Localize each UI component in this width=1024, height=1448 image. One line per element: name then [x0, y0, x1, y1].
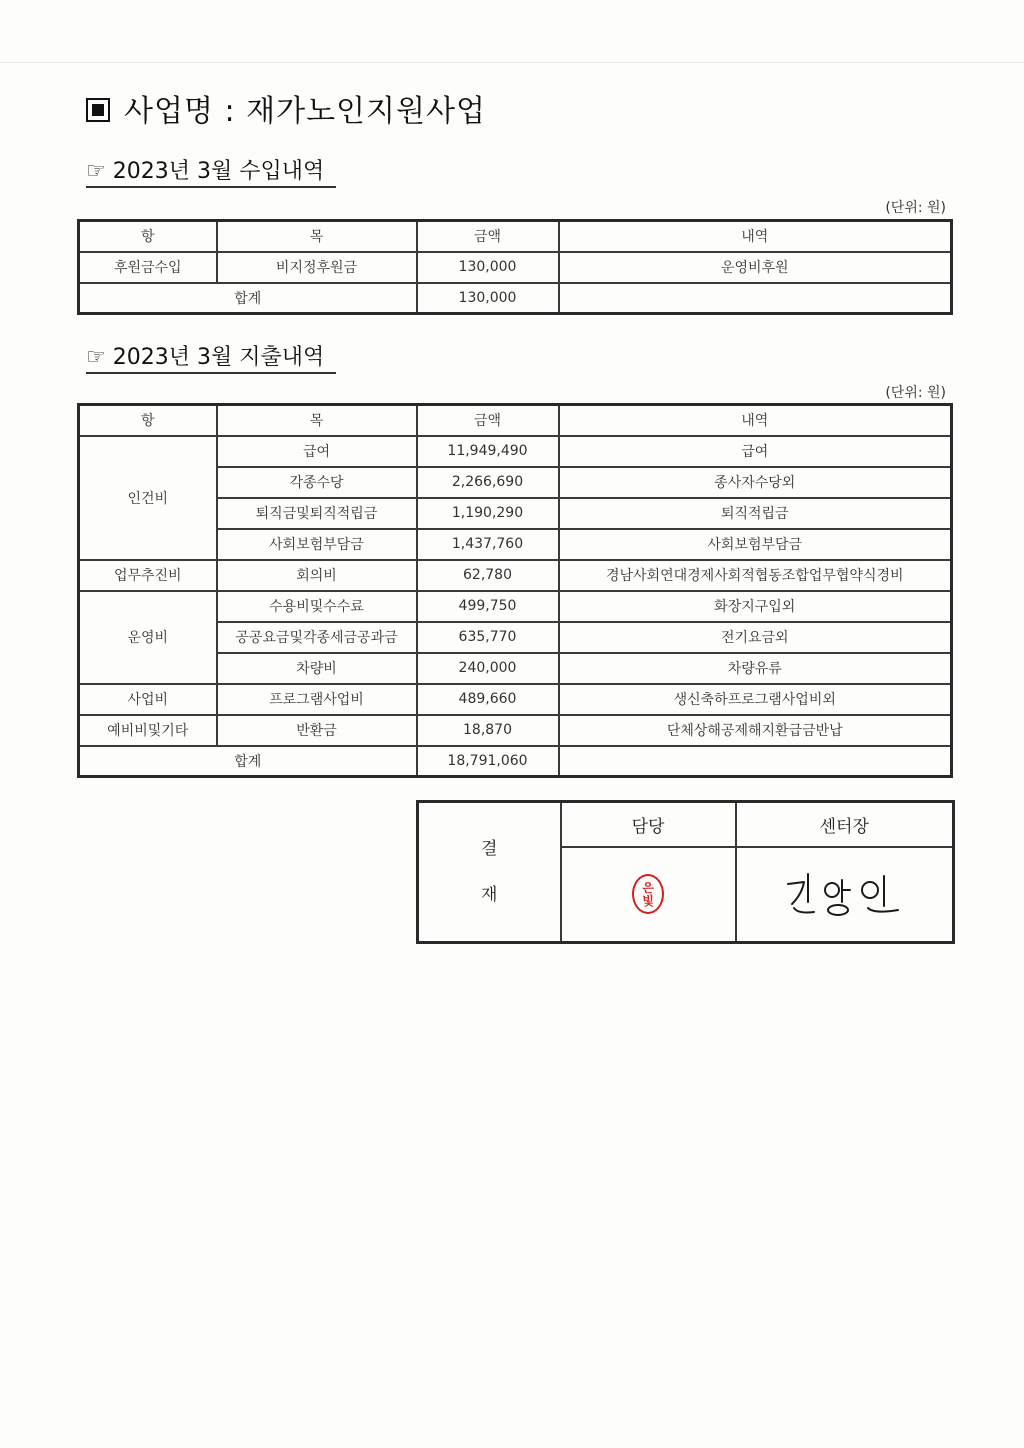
cell-hang: 예비비및기타 — [79, 715, 217, 746]
cell-amount: 18,870 — [417, 715, 559, 746]
cell-hang: 운영비 — [79, 591, 217, 684]
cell-detail: 사회보험부담금 — [559, 529, 952, 560]
header-amount: 금액 — [417, 405, 559, 436]
total-detail — [559, 283, 952, 314]
cell-mok: 회의비 — [217, 560, 417, 591]
income-heading: ☞ 2023년 3월 수입내역 — [86, 158, 336, 188]
approval-col-director: 센터장 — [736, 802, 954, 847]
cell-detail: 생신축하프로그램사업비외 — [559, 684, 952, 715]
expense-total-row — [79, 746, 952, 777]
table-row — [79, 252, 952, 283]
cell-detail: 전기요금외 — [559, 622, 952, 653]
expense-table — [77, 403, 953, 778]
cell-hang: 업무추진비 — [79, 560, 217, 591]
cell-detail: 경남사회연대경제사회적협동조합업무협약식경비 — [559, 560, 952, 591]
table-row — [79, 591, 952, 622]
cell-amount: 130,000 — [417, 252, 559, 283]
header-detail: 내역 — [559, 221, 952, 252]
approval-box — [416, 800, 955, 944]
cell-hang: 인건비 — [79, 436, 217, 560]
header-mok: 목 — [217, 405, 417, 436]
cell-mok: 급여 — [217, 436, 417, 467]
header-hang: 항 — [79, 221, 217, 252]
expense-heading: ☞ 2023년 3월 지출내역 — [86, 344, 336, 374]
table-row — [79, 684, 952, 715]
approval-header-row — [418, 802, 954, 847]
table-row — [79, 715, 952, 746]
approval-label-bottom: 재 — [481, 885, 498, 905]
cell-mok: 프로그램사업비 — [217, 684, 417, 715]
cell-mok: 차량비 — [217, 653, 417, 684]
cell-mok: 비지정후원금 — [217, 252, 417, 283]
cell-amount: 1,190,290 — [417, 498, 559, 529]
approval-label-top: 결 — [481, 839, 498, 859]
cell-amount: 489,660 — [417, 684, 559, 715]
expense-unit: (단위: 원) — [885, 385, 946, 401]
cell-detail: 차량유류 — [559, 653, 952, 684]
cell-mok: 퇴직금및퇴직적립금 — [217, 498, 417, 529]
approval-label — [418, 802, 561, 943]
page-title-text: 사업명 : 재가노인지원사업 — [124, 94, 486, 129]
seal-stamp: 은 빛 — [632, 874, 664, 914]
cell-amount: 1,437,760 — [417, 529, 559, 560]
cell-detail: 급여 — [559, 436, 952, 467]
table-row — [79, 436, 952, 467]
expense-header-row — [79, 405, 952, 436]
income-total-row — [79, 283, 952, 314]
header-mok: 목 — [217, 221, 417, 252]
cell-amount: 499,750 — [417, 591, 559, 622]
cell-amount: 2,266,690 — [417, 467, 559, 498]
header-hang: 항 — [79, 405, 217, 436]
cell-amount: 240,000 — [417, 653, 559, 684]
cell-detail: 단체상해공제해지환급금반납 — [559, 715, 952, 746]
cell-detail: 화장지구입외 — [559, 591, 952, 622]
square-bullet-icon — [86, 98, 110, 122]
header-detail: 내역 — [559, 405, 952, 436]
header-amount: 금액 — [417, 221, 559, 252]
manager-seal-cell — [561, 847, 736, 943]
cell-amount: 62,780 — [417, 560, 559, 591]
total-detail — [559, 746, 952, 777]
cell-detail: 운영비후원 — [559, 252, 952, 283]
cell-detail: 퇴직적립금 — [559, 498, 952, 529]
total-label: 합계 — [79, 746, 417, 777]
page-title — [86, 86, 486, 130]
income-table — [77, 219, 953, 315]
director-signature-cell — [736, 847, 954, 943]
handwritten-signature — [774, 862, 914, 922]
cell-mok: 사회보험부담금 — [217, 529, 417, 560]
income-header-row — [79, 221, 952, 252]
cell-mok: 각종수당 — [217, 467, 417, 498]
cell-hang: 후원금수입 — [79, 252, 217, 283]
approval-col-manager: 담당 — [561, 802, 736, 847]
cell-hang: 사업비 — [79, 684, 217, 715]
cell-detail: 종사자수당외 — [559, 467, 952, 498]
cell-mok: 공공요금및각종세금공과금 — [217, 622, 417, 653]
cell-amount: 11,949,490 — [417, 436, 559, 467]
total-amount: 130,000 — [417, 283, 559, 314]
cell-mok: 반환금 — [217, 715, 417, 746]
total-amount: 18,791,060 — [417, 746, 559, 777]
total-label: 합계 — [79, 283, 417, 314]
cell-mok: 수용비및수수료 — [217, 591, 417, 622]
income-unit: (단위: 원) — [885, 200, 946, 216]
table-row — [79, 560, 952, 591]
cell-amount: 635,770 — [417, 622, 559, 653]
page-top-rule — [0, 62, 1024, 63]
